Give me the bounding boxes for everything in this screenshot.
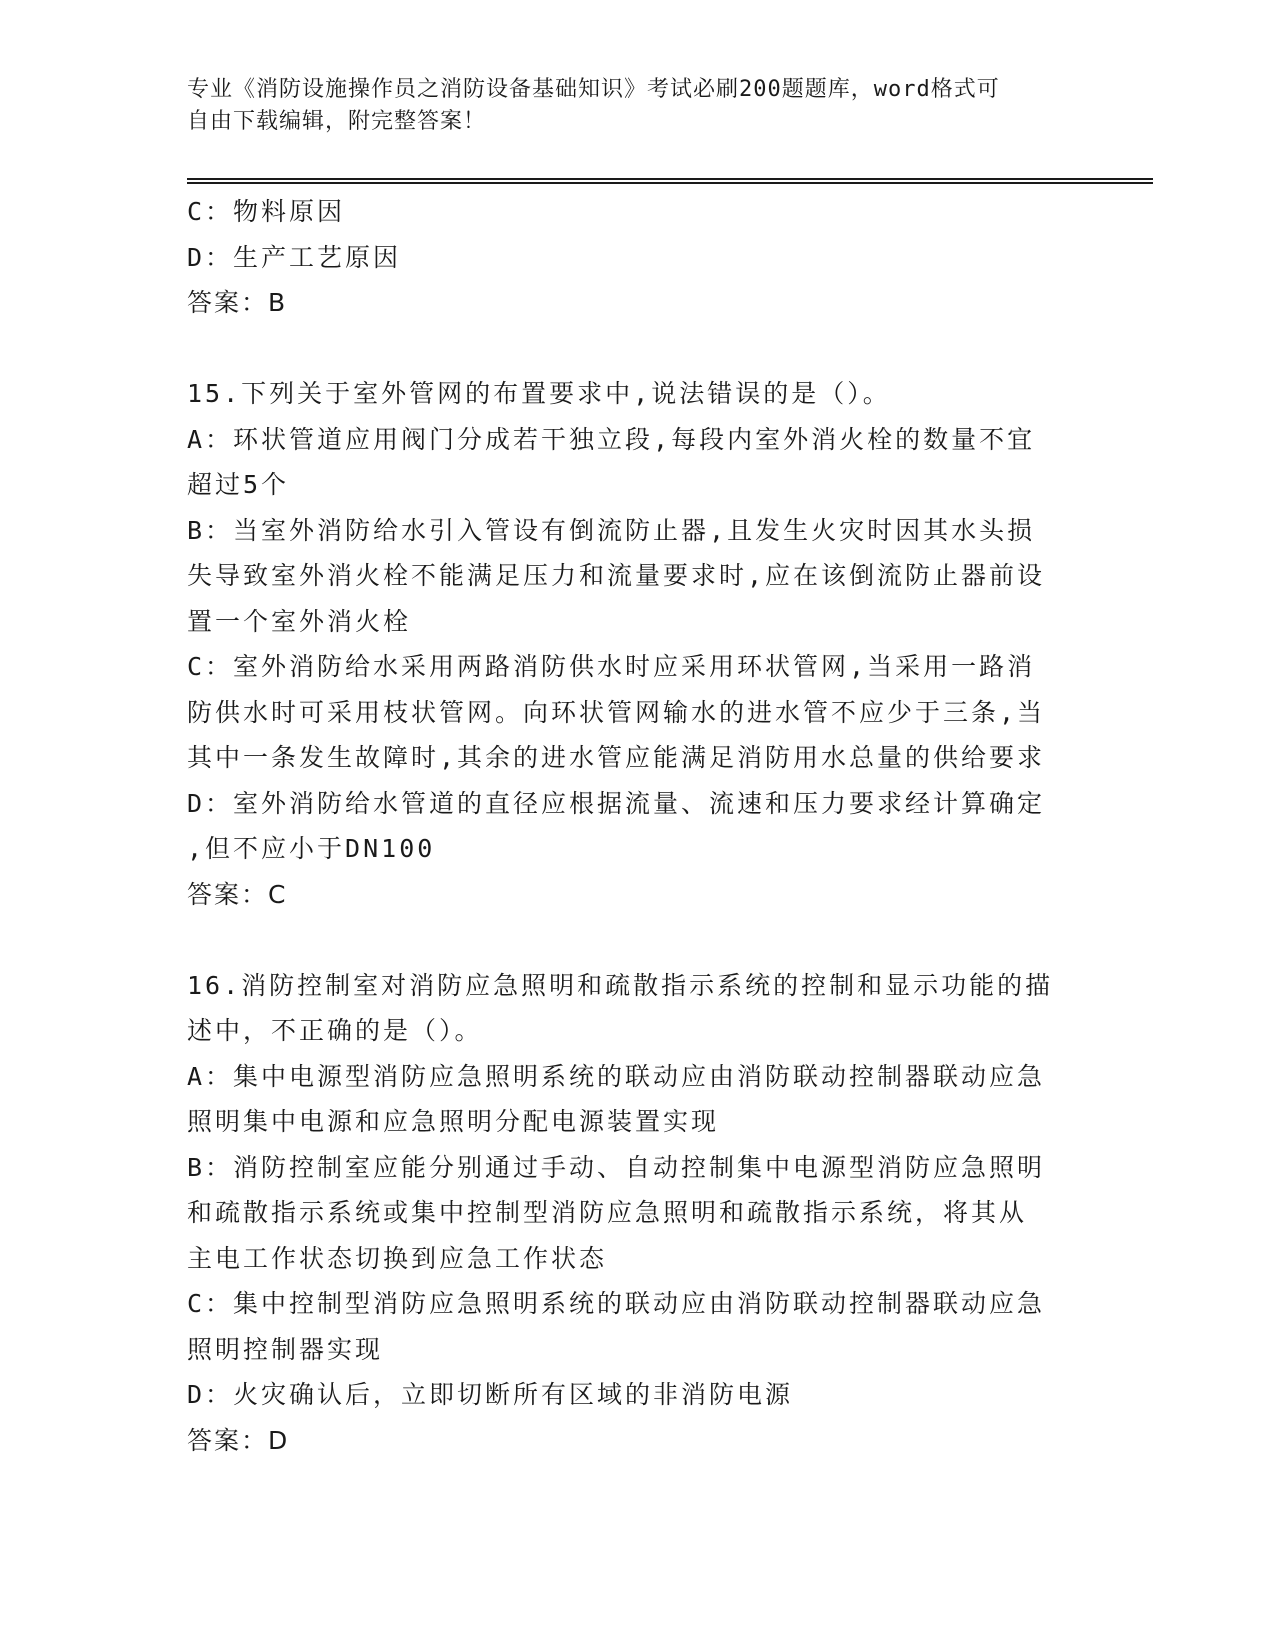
option-a-line-1: A：环状管道应用阀门分成若干独立段,每段内室外消火栓的数量不宜 bbox=[187, 424, 1036, 454]
option-c: C：物料原因 bbox=[187, 197, 346, 226]
question-14-tail bbox=[187, 189, 1087, 326]
option-b-line-3: 主电工作状态切换到应急工作状态 bbox=[187, 1243, 608, 1273]
option-a-line-1: A：集中电源型消防应急照明系统的联动应由消防联动控制器联动应急 bbox=[187, 1061, 1046, 1091]
question-text-line-1: 16.消防控制室对消防应急照明和疏散指示系统的控制和显示功能的描 bbox=[187, 970, 1054, 1000]
option-a-line-2: 超过5个 bbox=[187, 470, 290, 499]
answer-line: 答案：D bbox=[187, 1425, 290, 1455]
option-d-line-1: D：室外消防给水管道的直径应根据流量、流速和压力要求经计算确定 bbox=[187, 788, 1046, 818]
option-c-line-3: 其中一条发生故障时,其余的进水管应能满足消防用水总量的供给要求 bbox=[187, 743, 1046, 772]
header-line-2: 自由下载编辑，附完整答案！ bbox=[187, 109, 487, 134]
answer-line: 答案：B bbox=[187, 288, 288, 317]
document-body bbox=[187, 189, 1087, 1463]
option-b-line-1: B：消防控制室应能分别通过手动、自动控制集中电源型消防应急照明 bbox=[187, 1152, 1046, 1182]
question-text-line-2: 述中，不正确的是（）。 bbox=[187, 1016, 483, 1045]
question-text: 15.下列关于室外管网的布置要求中,说法错误的是（）。 bbox=[187, 379, 891, 408]
option-b-line-3: 置一个室外消火栓 bbox=[187, 606, 412, 636]
option-c-line-2: 防供水时可采用枝状管网。向环状管网输水的进水管不应少于三条,当 bbox=[187, 697, 1046, 727]
question-16 bbox=[187, 963, 1087, 1464]
option-b-line-2: 失导致室外消火栓不能满足压力和流量要求时,应在该倒流防止器前设 bbox=[187, 561, 1046, 590]
spacer bbox=[187, 917, 1087, 963]
answer-line: 答案：C bbox=[187, 879, 288, 909]
option-d: D：生产工艺原因 bbox=[187, 242, 402, 272]
header-line-1: 专业《消防设施操作员之消防设备基础知识》考试必刷200题题库，word格式可 bbox=[187, 77, 1000, 102]
option-a-line-2: 照明集中电源和应急照明分配电源装置实现 bbox=[187, 1107, 720, 1136]
option-c-line-1: C：室外消防给水采用两路消防供水时应采用环状管网,当采用一路消 bbox=[187, 652, 1036, 681]
document-header bbox=[187, 74, 1067, 138]
option-d-line-1: D：火灾确认后，立即切断所有区域的非消防电源 bbox=[187, 1380, 794, 1409]
question-15 bbox=[187, 371, 1087, 917]
option-b-line-1: B：当室外消防给水引入管设有倒流防止器,且发生火灾时因其水头损 bbox=[187, 515, 1036, 545]
option-c-line-1: C：集中控制型消防应急照明系统的联动应由消防联动控制器联动应急 bbox=[187, 1289, 1046, 1318]
spacer bbox=[187, 326, 1087, 372]
option-b-line-2: 和疏散指示系统或集中控制型消防应急照明和疏散指示系统，将其从 bbox=[187, 1198, 1028, 1227]
option-c-line-2: 照明控制器实现 bbox=[187, 1334, 384, 1364]
header-divider-top bbox=[187, 178, 1153, 180]
header-divider-bottom bbox=[187, 182, 1153, 184]
option-d-line-2: ,但不应小于DN100 bbox=[187, 834, 436, 863]
